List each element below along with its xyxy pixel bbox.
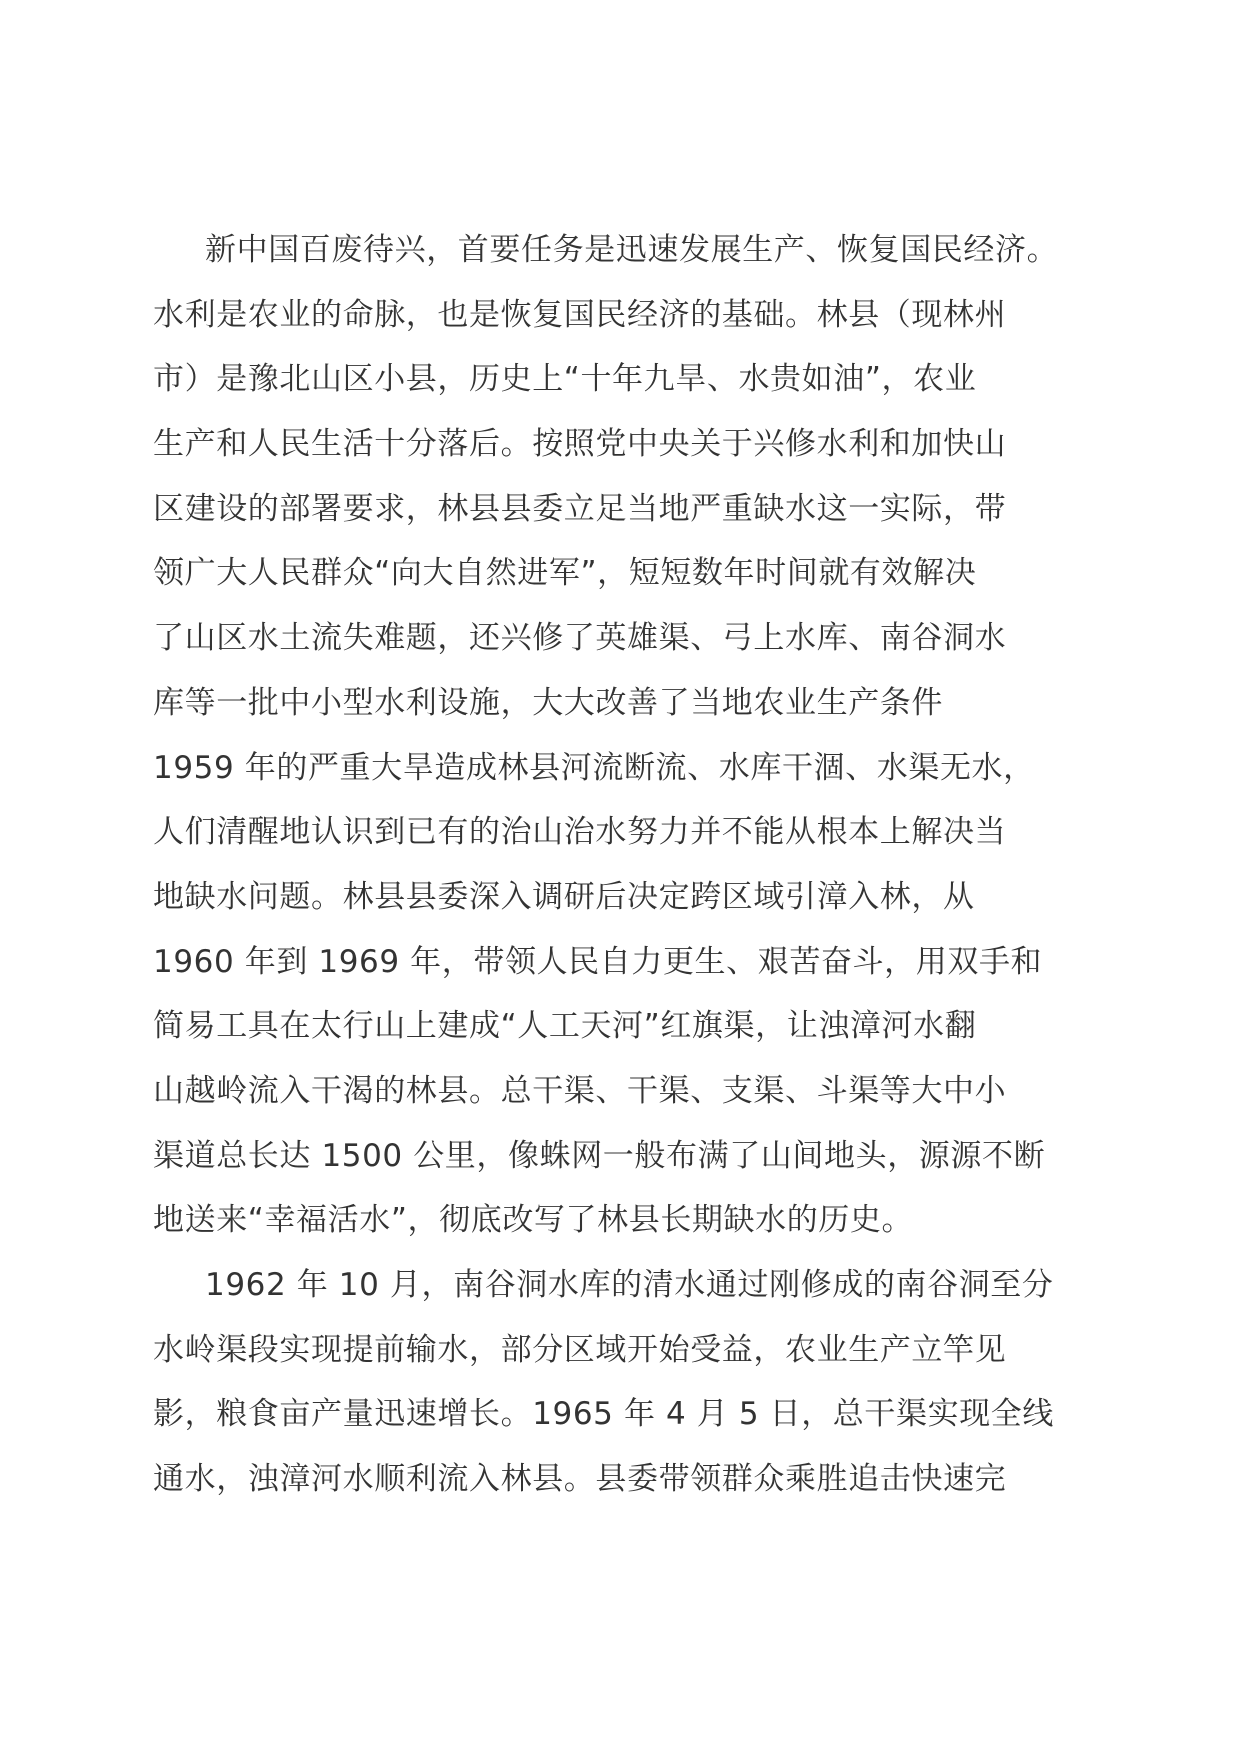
text-line: 渠道总长达 1500 公里，像蛛网一般布满了山间地头，源源不断	[153, 1137, 1046, 1174]
text-line: 1959 年的严重大旱造成林县河流断流、水库干涸、水渠无水，	[153, 749, 1035, 786]
text-line: 了山区水土流失难题，还兴修了英雄渠、弓上水库、南谷洞水	[153, 620, 1007, 657]
text-line: 影，粮食亩产量迅速增长。1965 年 4 月 5 日，总干渠实现全线	[153, 1396, 1055, 1433]
paragraph-2	[153, 1253, 1083, 1512]
text-line: 市）是豫北山区小县，历史上“十年九旱、水贵如油”，农业	[153, 361, 977, 398]
text-line: 简易工具在太行山上建成“人工天河”红旗渠，让浊漳河水翻	[153, 1008, 977, 1045]
text-line: 1962 年 10 月，南谷洞水库的清水通过刚修成的南谷洞至分	[205, 1267, 1054, 1303]
paragraph-1	[153, 218, 1083, 1253]
text-line: 地送来“幸福活水”，彻底改写了林县长期缺水的历史。	[153, 1202, 914, 1239]
text-line: 1960 年到 1969 年，带领人民自力更生、艰苦奋斗，用双手和	[153, 943, 1043, 980]
text-line: 新中国百废待兴，首要任务是迅速发展生产、恢复国民经济。	[205, 232, 1059, 268]
body-text	[153, 218, 1083, 1512]
text-line: 领广大人民群众“向大自然进军”，短短数年时间就有效解决	[153, 555, 977, 592]
text-line: 库等一批中小型水利设施，大大改善了当地农业生产条件	[153, 684, 943, 721]
text-line: 山越岭流入干渴的林县。总干渠、干渠、支渠、斗渠等大中小	[153, 1072, 1007, 1109]
text-line: 人们清醒地认识到已有的治山治水努力并不能从根本上解决当	[153, 814, 1007, 851]
text-line: 水利是农业的命脉，也是恢复国民经济的基础。林县（现林州	[153, 296, 1007, 333]
text-line: 地缺水问题。林县县委深入调研后决定跨区域引漳入林，从	[153, 878, 975, 915]
text-line: 区建设的部署要求，林县县委立足当地严重缺水这一实际，带	[153, 490, 1007, 527]
text-line: 水岭渠段实现提前输水，部分区域开始受益，农业生产立竿见	[153, 1331, 1007, 1368]
text-line: 通水，浊漳河水顺利流入林县。县委带领群众乘胜追击快速完	[153, 1461, 1007, 1498]
text-line: 生产和人民生活十分落后。按照党中央关于兴修水利和加快山	[153, 426, 1007, 463]
